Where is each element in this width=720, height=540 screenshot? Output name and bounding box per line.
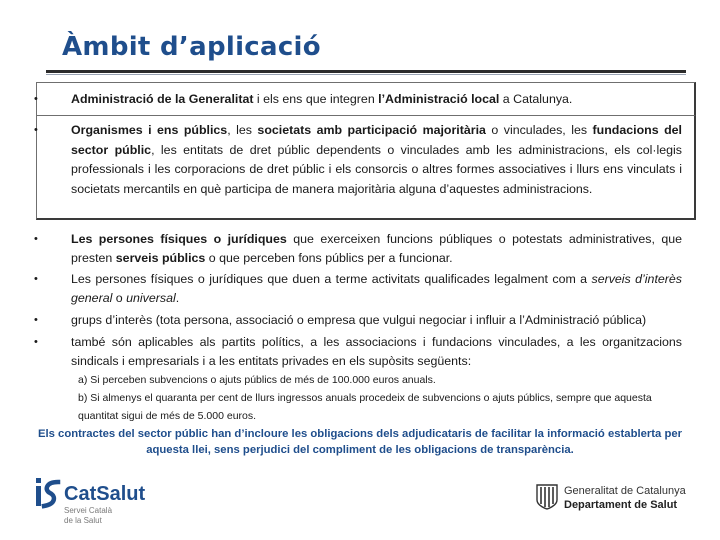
text-run: , les entitats de dret públic dependents o vinculades amb les administracions, els col·legis professionals i les corporacions de dret públic i els consorcis o altres formes associatives i llurs ens vinculats i societats mercantils en què participa de manera majoritària alguna d’aquestes administracions.	[71, 142, 682, 196]
text-run: a Catalunya.	[499, 92, 573, 106]
title-underline	[46, 70, 686, 73]
text-run: , les	[227, 123, 258, 137]
bullet-text	[71, 90, 682, 110]
bullet-item	[34, 333, 682, 370]
title-underline-shadow	[46, 74, 686, 75]
catsalut-name: CatSalut	[64, 483, 146, 505]
text-run: i els ens que integren	[253, 92, 379, 106]
text-run: grups d’interès (tota persona, associació o empresa que vulgui negociar i influir a l’Administració pública)	[71, 313, 647, 327]
catsalut-subtitle-line1: Servei Català	[64, 506, 113, 515]
text-run: que exerceixen funcions públiques o potestats administratives, que presten	[71, 232, 682, 265]
bullet-marker: •	[34, 233, 38, 245]
bullet-marker: •	[34, 336, 38, 348]
bold-phrase: Administració de la Generalitat	[71, 92, 254, 106]
italic-phrase: universal	[126, 290, 176, 305]
department-name: Departament de Salut	[564, 499, 678, 511]
slide-title: Àmbit d’aplicació	[62, 32, 321, 62]
text-run: també són aplicables als partits polítics, a les associacions i fundacions vinculades, a les organitzacions sindicals i empresarials i a les entitats privades en els supòsits següents:	[71, 335, 682, 368]
bold-phrase: serveis públics	[115, 250, 206, 265]
generalitat-logo	[536, 484, 706, 514]
catsalut-subtitle-line2: de la Salut	[64, 516, 102, 525]
bullet-marker: •	[34, 273, 38, 285]
bullet-item	[34, 270, 682, 307]
closing-note: Els contractes del sector públic han d’incloure les obligacions dels adjudicataris de facilitar la informació establerta per aquesta llei, sens perjudici del compliment de les obligacions de transparència.	[37, 428, 683, 456]
text-run: o que perceben fons públics per a funcionar.	[205, 250, 453, 265]
bold-phrase: societats amb participació majoritària	[257, 123, 486, 137]
generalitat-shield-icon	[536, 484, 558, 510]
bullet-text	[71, 333, 682, 370]
bullet-item	[34, 311, 682, 330]
sub-item-b: b) Si almenys el quaranta per cent de llurs ingressos anuals procedeix de subvencions o ajuts públics, sempre que aquesta quantitat sigui de més de 5.000 euros.	[78, 392, 652, 422]
generalitat-name: Generalitat de Catalunya	[564, 485, 686, 497]
bullet-text	[71, 311, 682, 330]
text-run: o vinculades, les	[485, 123, 593, 137]
catsalut-mark-icon	[34, 476, 62, 512]
text-run: Les persones físiques o jurídiques que duen a terme activitats qualificades legalment com a	[71, 272, 592, 286]
sub-item-a: a) Si perceben subvencions o ajuts públics de més de 100.000 euros anuals.	[78, 374, 436, 386]
bullet-item	[34, 90, 682, 110]
bullet-item	[34, 230, 682, 267]
bullet-text	[71, 270, 682, 307]
bullet-text	[71, 230, 682, 267]
italic-phrase: serveis d’interès general	[71, 272, 682, 305]
bullet-marker: •	[34, 124, 38, 136]
bullet-marker: •	[34, 314, 38, 326]
bold-phrase: l’Administració local	[378, 92, 500, 106]
bullet-marker: •	[34, 93, 38, 105]
catsalut-subtitle	[64, 506, 112, 526]
bullet-item	[34, 121, 682, 199]
text-run: o	[112, 290, 127, 305]
bold-phrase: fundacions del sector públic	[71, 123, 682, 157]
bold-phrase: Organismes i ens públics	[71, 123, 228, 137]
catsalut-logo	[34, 476, 204, 526]
bullet-text	[71, 121, 682, 199]
bold-phrase: Les persones físiques o jurídiques	[71, 232, 287, 246]
text-run: .	[175, 290, 180, 305]
